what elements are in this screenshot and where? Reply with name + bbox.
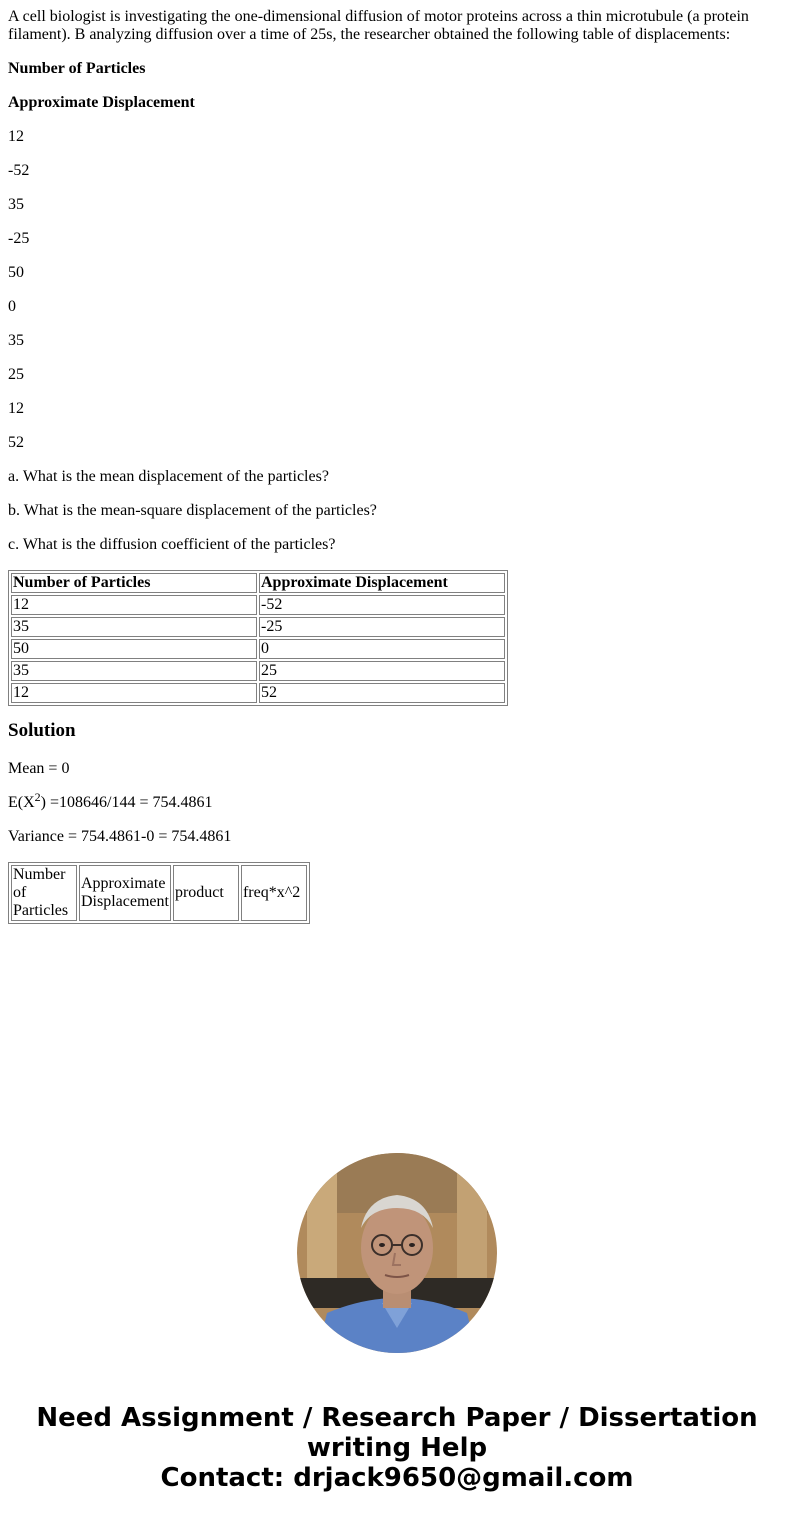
- table-cell: 35: [11, 661, 257, 681]
- raw-value: -25: [8, 230, 30, 247]
- table-row: [11, 661, 505, 681]
- raw-value: 12: [8, 128, 24, 145]
- promo-banner: [0, 1403, 794, 1493]
- table-cell: 12: [11, 595, 257, 615]
- table-row: [11, 639, 505, 659]
- displacement-table: [8, 570, 508, 706]
- table-row: [11, 595, 505, 615]
- table-header-cell: product: [173, 865, 239, 921]
- solution-mean: Mean = 0: [8, 760, 70, 777]
- table-cell: 52: [259, 683, 505, 703]
- heading-displacement: Approximate Displacement: [8, 94, 195, 111]
- problem-intro: A cell biologist is investigating the one-dimensional diffusion of motor proteins across a thin microtubule (a protein filament). B analyzing diffusion over a time of 25s, the researcher obtained the following table of displacements:: [8, 8, 749, 43]
- author-photo: [297, 1153, 497, 1353]
- author-avatar: [297, 1153, 497, 1353]
- table-cell: 50: [11, 639, 257, 659]
- heading-particles: Number of Particles: [8, 60, 146, 77]
- raw-value: 12: [8, 400, 24, 417]
- table-cell: -25: [259, 617, 505, 637]
- table-header-row: [11, 865, 307, 921]
- question-a: a. What is the mean displacement of the particles?: [8, 468, 329, 485]
- raw-value: 35: [8, 332, 24, 349]
- table-cell: 0: [259, 639, 505, 659]
- promo-line-help: Need Assignment / Research Paper / Dissertation writing Help: [36, 1403, 758, 1463]
- raw-value: 0: [8, 298, 16, 315]
- table-header-cell: freq*x^2: [241, 865, 307, 921]
- raw-value: 50: [8, 264, 24, 281]
- table-cell: 35: [11, 617, 257, 637]
- expectation-suffix: ) =108646/144 = 754.4861: [40, 794, 213, 811]
- table-header-cell: Approximate Displacement: [79, 865, 171, 921]
- table-cell: -52: [259, 595, 505, 615]
- table-row: [11, 683, 505, 703]
- table-header-row: [11, 573, 505, 593]
- question-b: b. What is the mean-square displacement of the particles?: [8, 502, 377, 519]
- table-row: [11, 617, 505, 637]
- calculation-table: [8, 862, 310, 924]
- question-c: c. What is the diffusion coefficient of the particles?: [8, 536, 336, 553]
- table-cell: 12: [11, 683, 257, 703]
- table-cell: 25: [259, 661, 505, 681]
- table-header-cell: Approximate Displacement: [259, 573, 505, 593]
- expectation-prefix: E(X: [8, 794, 35, 811]
- raw-value: -52: [8, 162, 30, 179]
- raw-value: 35: [8, 196, 24, 213]
- table-header-cell: Number of Particles: [11, 573, 257, 593]
- solution-expectation: [8, 790, 786, 812]
- expectation-superscript: 2: [34, 790, 41, 804]
- solution-heading: Solution: [8, 720, 76, 741]
- raw-value: 25: [8, 366, 24, 383]
- raw-value: 52: [8, 434, 24, 451]
- solution-variance: Variance = 754.4861-0 = 754.4861: [8, 828, 232, 845]
- table-header-cell: Number of Particles: [11, 865, 77, 921]
- promo-line-contact: Contact: drjack9650@gmail.com: [160, 1463, 634, 1493]
